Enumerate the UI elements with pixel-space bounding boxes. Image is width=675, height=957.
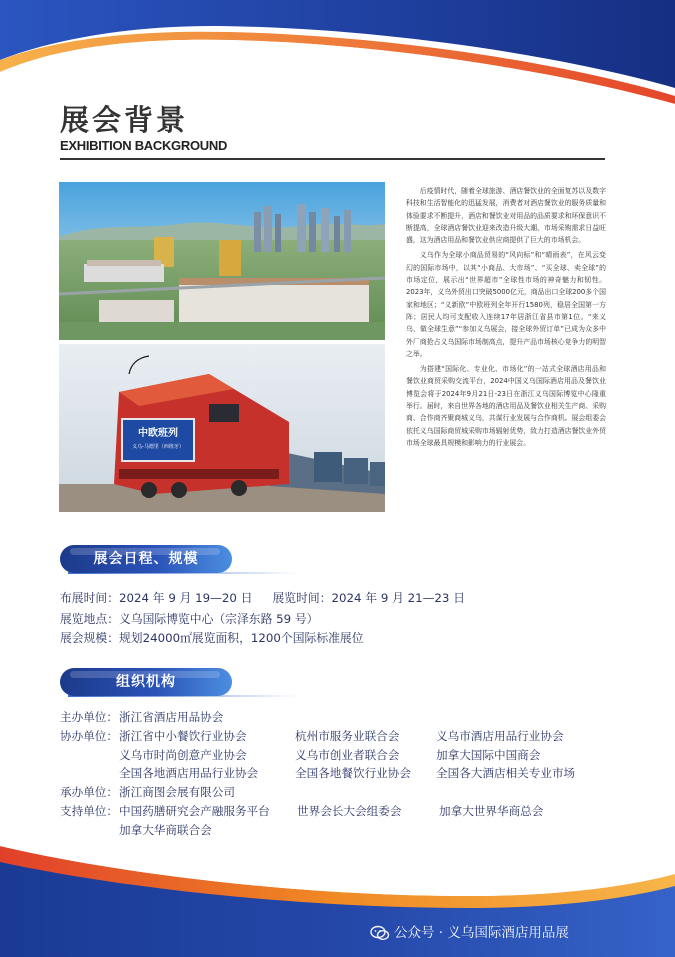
venue-value: 义乌国际博览中心（宗泽东路 59 号） [119,612,319,626]
supporter: 世界会长大会组委会 [297,803,402,818]
organization-section-header [60,668,232,696]
supporter: 中国药膳研究会产融服务平台 [119,803,270,818]
co-organizer: 义乌市创业者联合会 [295,747,400,762]
supporter: 加拿大华商联合会 [119,822,212,837]
support-label: 支持单位： [60,803,118,818]
supporter: 加拿大世界华商总会 [439,803,544,818]
venue-line [60,610,318,627]
watermark-text: 公众号 · 义乌国际酒店用品展 [394,925,569,941]
scale-value: 规划24000㎡展览面积，1200个国际标准展位 [119,631,364,645]
train-sign-subtext: 义乌-马德里（西班牙） [132,444,184,450]
schedule-dates [60,589,465,606]
bottom-wave-decoration [0,842,675,957]
intro-paragraph: 为搭建“国际化、专业化、市场化”的一站式全球酒店用品和餐饮业商贸采购交流平台，2024中国义乌国际酒店用品及餐饮业博览会将于2024年9月21日-23日在浙江义乌国际博览中心隆重举行。届时，来自世界各地的酒店用品及餐饮业相关生产商、采购商、合作商齐聚商城义乌，共谋行业发展与合作商机。展会组委会依托义乌国际商贸城采购市场辐射优势，致力打造酒店餐饮业外贸市场全球最具规模和影响力的行业展会。 [406,365,606,447]
co-organizer: 全国各地酒店用品行业协会 [119,766,259,781]
title-divider [60,158,605,160]
co-organizer: 义乌市酒店用品行业协会 [436,728,564,743]
watermark [370,921,569,941]
intro-paragraph: 后疫情时代，随着全球旅游、酒店餐饮业的全面复苏以及数字科技和生活智能化的迅猛发展，消费者对酒店餐饮业的服务质量和体验要求不断提升，酒店和餐饮业对用品的品质要求和环保意识不断提高，全球酒店餐饮业迎来改造升级大潮、市场采购需求日益旺盛，这为酒店用品和餐饮业供应商提供了巨大的市场机会。 [406,187,606,245]
co-label: 协办单位： [60,728,118,743]
host-value: 浙江省酒店用品协会 [119,710,224,724]
city-aerial-photo [59,182,385,340]
co-organizer: 杭州市服务业联合会 [295,728,400,743]
background-intro-text [406,185,606,452]
co-organizer: 加拿大国际中国商会 [436,747,541,762]
page-subtitle: EXHIBITION BACKGROUND [60,138,228,153]
railway-train-photo [59,344,385,512]
co-organizer: 全国各大酒店相关专业市场 [436,766,576,781]
setup-label: 布展时间： [60,591,119,605]
scale-label: 展会规模： [60,631,119,645]
intro-paragraph: 义乌作为全球小商品贸易的“风向标”和“晴雨表”，在风云变幻的国际市场中，以其“小商品、大市场”、“买全球、卖全球”的市场定位，展示出“世界超市”全球性市场的神奇魅力和韧性。2023年，义乌外贸出口突破5000亿元，商品出口全球200多个国家和地区；“义新欧”中欧班列全年开行1580列，稳居全国第一方阵；居民人均可支配收入连续17年居浙江省县市第1位。“来义乌，做全球生意”“参加义乌展会，接全球外贸订单”已成为众多中外厂商抢占义乌国际市场制高点，提升产品市场核心竞争力的明智之举。 [406,251,606,358]
schedule-heading: 展会日程、规模 [93,551,199,567]
organizer-value: 浙江商图会展有限公司 [119,785,235,800]
host-label: 主办单位： [60,710,118,724]
setup-value: 2024 年 9 月 19—20 日 [119,591,253,605]
co-organizer: 浙江省中小餐饮行业协会 [119,728,247,743]
show-label: 展览时间： [272,591,332,605]
co-organizer: 义乌市时尚创意产业协会 [119,747,247,762]
title-block [60,102,227,153]
wechat-icon [370,925,390,941]
show-value: 2024 年 9 月 21—23 日 [331,591,465,605]
organizer-label: 承办单位： [60,785,118,800]
organization-heading: 组织机构 [116,674,176,690]
venue-label: 展览地点： [60,612,119,626]
train-sign-text: 中欧班列 [138,428,178,439]
schedule-section-header [60,545,232,573]
top-wave-decoration [0,0,675,110]
page-title: 展会背景 [60,103,189,137]
co-organizer: 全国各地餐饮行业协会 [295,766,411,781]
scale-line [60,629,364,646]
